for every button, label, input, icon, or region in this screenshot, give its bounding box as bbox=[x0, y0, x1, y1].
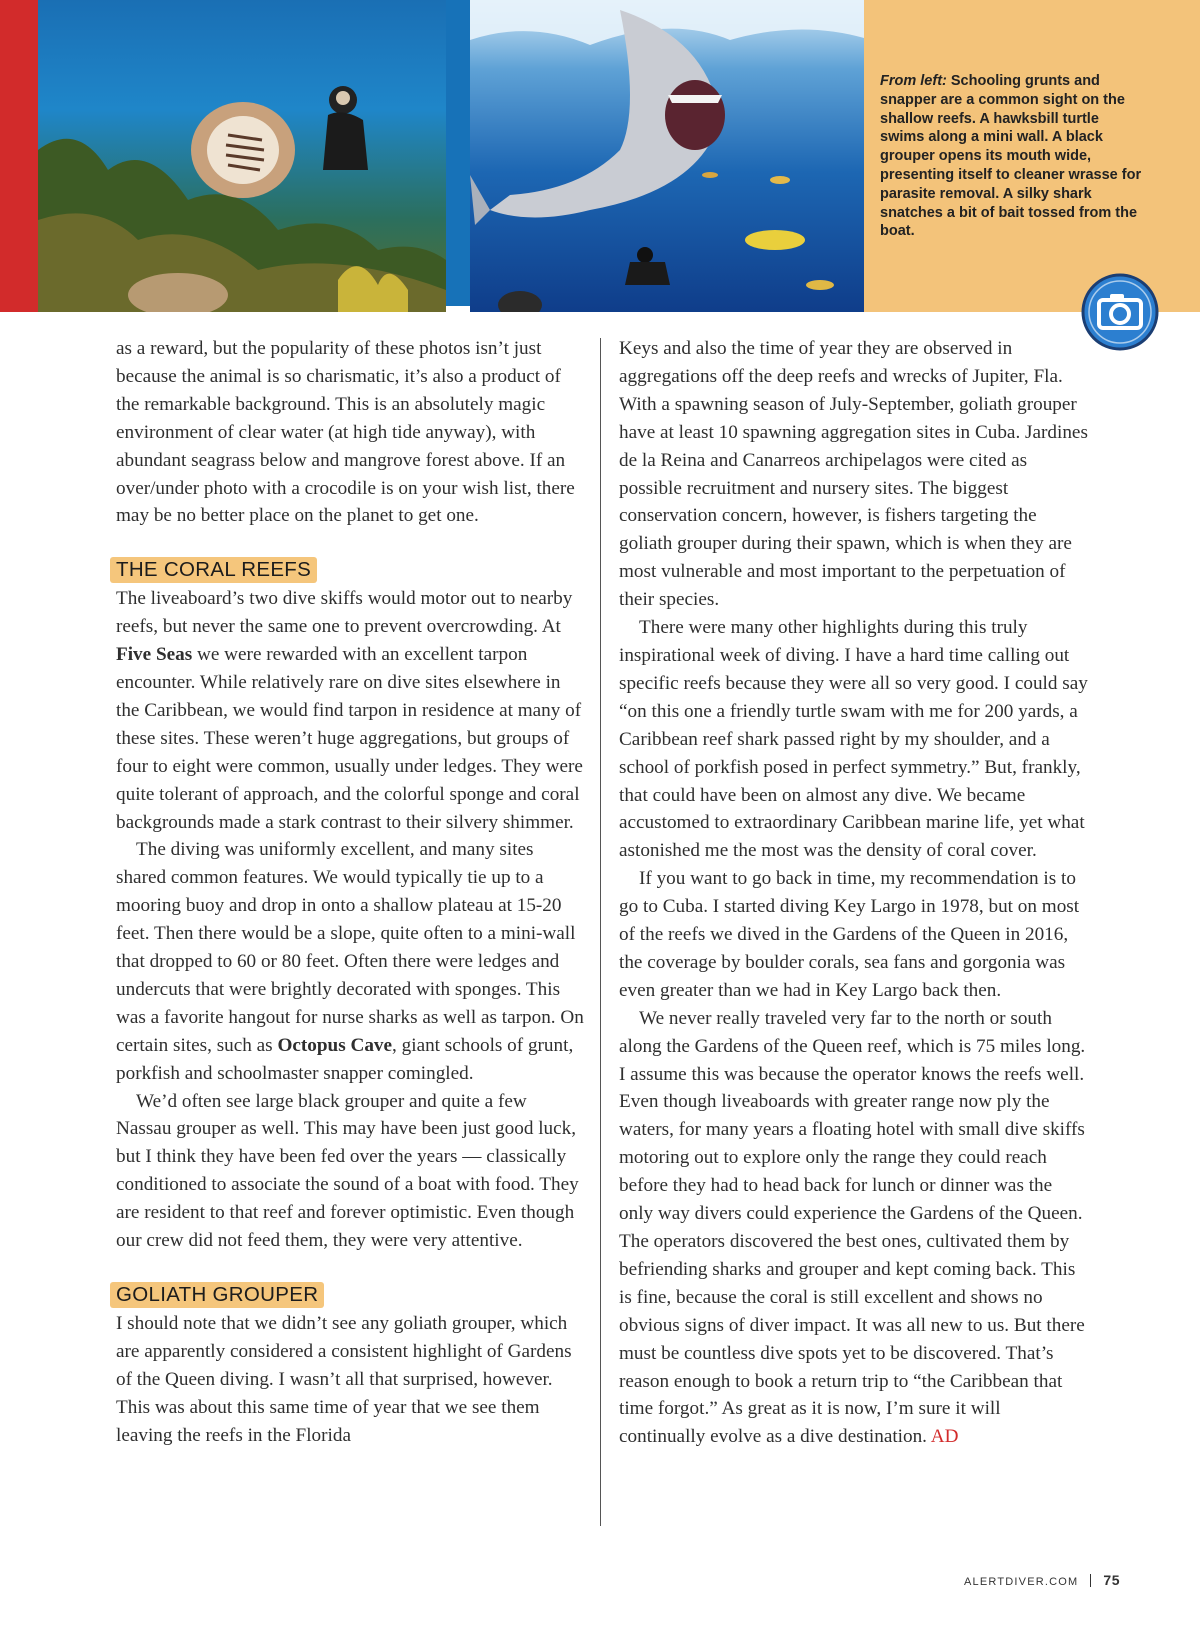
site-name-five-seas: Five Seas bbox=[116, 644, 193, 666]
paragraph bbox=[619, 1005, 1089, 1452]
paragraph bbox=[116, 585, 586, 836]
footer-site: ALERTDIVER.COM bbox=[964, 1576, 1079, 1588]
footer-separator bbox=[1090, 1574, 1091, 1587]
paragraph: If you want to go back in time, my recommendation is to go to Cuba. I started diving Key Largo in 1978, but on most of the reefs we dived in the Gardens of the Queen in 2016, the coverage by boulder corals, sea fans and gorgonia was even greater than we had in Key Largo back then. bbox=[619, 868, 1080, 1001]
column-divider bbox=[600, 338, 601, 1526]
paragraph-text: we were rewarded with an excellent tarpon encounter. While relatively rare on dive sites elsewhere in the Caribbean, we would find tarpon in residence at many of these sites. These weren’t huge aggregations, but groups of four to eight were common, usually under ledges. They were quite tolerant of approach, and the colorful sponge and coral backgrounds made a stark contrast to their silvery shimmer. bbox=[116, 644, 583, 833]
photo-divider bbox=[446, 0, 470, 312]
caption-text: Schooling grunts and snapper are a common sight on the shallow reefs. A hawksbill turtle swims along a mini wall. A black grouper opens its mouth wide, presenting itself to cleaner wrasse for parasite removal. A silky shark snatches a bit of bait tossed from the boat. bbox=[880, 73, 1142, 240]
page-number: 75 bbox=[1103, 1572, 1120, 1588]
caption-lead: From left: bbox=[880, 73, 947, 89]
photo-silky-shark bbox=[470, 0, 864, 312]
paragraph bbox=[116, 836, 586, 1087]
photo-black-grouper bbox=[38, 0, 446, 312]
paragraph-text: The diving was uniformly excellent, and many sites shared common features. We would typically tie up to a mooring buoy and drop in onto a shallow plateau at 15-20 feet. Then there would be a slope, quite often to a mini-wall that dropped to 60 or 80 feet. Often there were ledges and undercuts that were brightly decorated with sponges. This was a favorite hangout for nurse sharks as well as tarpon. On certain sites, such as bbox=[116, 839, 584, 1056]
photo-divider-gap bbox=[446, 306, 470, 312]
paragraph: as a reward, but the popularity of these photos isn’t just because the animal is so charismatic, it’s also a product of the remarkable background. This is an absolutely magic environment of clear water (at high tide anyway), with abundant seagrass below and mangrove forest above. If an over/under photo with a crocodile is on your wish list, there may be no better place on the planet to get one. bbox=[116, 338, 575, 527]
article-column-right bbox=[619, 335, 1089, 1451]
alert-diver-signoff: AD bbox=[930, 1426, 959, 1448]
paragraph-text: , giant schools of grunt, porkfish and schoolmaster snapper comingled. bbox=[116, 1034, 574, 1084]
camera-icon bbox=[1080, 272, 1160, 352]
red-accent-bar bbox=[0, 0, 38, 312]
paragraph: There were many other highlights during this truly inspirational week of diving. I have a hard time calling out specific reefs because they were all so very good. I could say “on this one a friendly turtle swam with me for 200 yards, a Caribbean reef shark passed right by my shoulder, and a school of porkfish posed in perfect symmetry.” But, frankly, that could have been on almost any dive. We became accustomed to extraordinary Caribbean marine life, yet what astonished me the most was the density of coral cover. bbox=[619, 617, 1088, 862]
paragraph-text: We never really traveled very far to the north or south along the Gardens of the Queen reef, which is 75 miles long. I assume this was because the operator knows the reefs well. Even though liveaboards with greater range now ply the waters, for many years a floating hotel with small dive skiffs motoring out to explore only the range they could reach before they had to head back for lunch or dinner was the only way divers could experience the Gardens of the Queen. The operators discovered the best ones, cultivated them by befriending sharks and grouper and kept coming back. This is fine, because the coral is still excellent and shows no obvious signs of diver impact. It was all new to us. But there must be countless dive spots yet to be discovered. That’s reason enough to book a return trip to “the Caribbean that time forgot.” As great as it is now, I’m sure it will continually evolve as a dive destination. bbox=[619, 1007, 1086, 1448]
paragraph: We’d often see large black grouper and quite a few Nassau grouper as well. This may have been just good luck, but I think they have been fed over the years — classically conditioned to associate the sound of a boat with food. They are resident to that reef and forever optimistic. Even though our crew did not feed them, they were very attentive. bbox=[116, 1090, 579, 1252]
section-heading-goliath-grouper: GOLIATH GROUPER bbox=[110, 1282, 324, 1308]
silky-shark-illustration bbox=[470, 0, 864, 312]
article-column-left bbox=[116, 335, 586, 1449]
site-name-octopus-cave: Octopus Cave bbox=[277, 1034, 393, 1056]
paragraph-text: The liveaboard’s two dive skiffs would motor out to nearby reefs, but never the same one to prevent overcrowding. At bbox=[116, 588, 573, 638]
paragraph: Keys and also the time of year they are observed in aggregations off the deep reefs and wrecks of Jupiter, Fla. With a spawning season of July-September, goliath grouper have at least 10 spawning aggregation sites in Cuba. Jardines de la Reina and Canarreos archipelagos were cited as possible recruitment and nursery sites. The biggest conservation concern, however, is fishers targeting the goliath grouper during their spawn, which is when they are most vulnerable and most important to the perpetuation of their species. bbox=[619, 338, 1088, 611]
photo-caption bbox=[880, 72, 1145, 241]
black-grouper-illustration bbox=[38, 0, 446, 312]
section-heading-coral-reefs: THE CORAL REEFS bbox=[110, 557, 317, 583]
page-footer bbox=[964, 1572, 1120, 1588]
paragraph: I should note that we didn’t see any goliath grouper, which are apparently considered a consistent highlight of Gardens of the Queen diving. I wasn’t all that surprised, however. This was about this same time of year that we see them leaving the reefs in the Florida bbox=[116, 1312, 572, 1446]
